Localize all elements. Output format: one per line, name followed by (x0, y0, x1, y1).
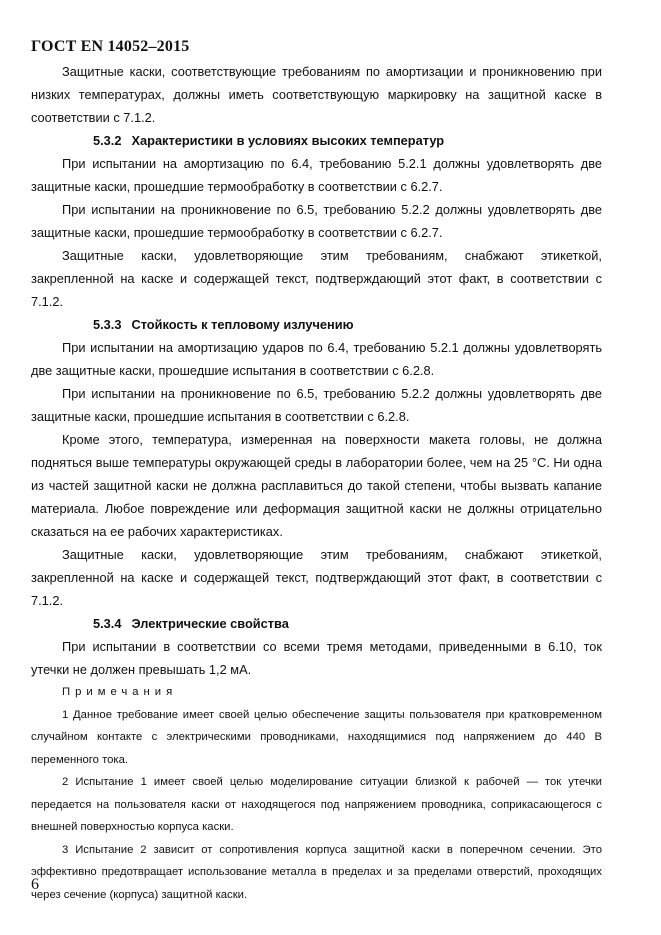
document-header: ГОСТ EN 14052–2015 (31, 38, 190, 55)
page-number: 6 (31, 876, 39, 893)
section-number: 5.3.3 (93, 317, 122, 332)
paragraph: Защитные каски, удовлетворяющие этим требованиям, снабжают этикеткой, закрепленной на каске и содержащей текст, подтверждающий этот факт, в соответствии с 7.1.2. (31, 547, 602, 608)
section-title: Электрические свойства (131, 616, 289, 631)
paragraph: При испытании на амортизацию ударов по 6.4, требованию 5.2.1 должны удовлетворять две защитные каски, прошедшие испытания в соответствии с 6.2.8. (31, 340, 602, 378)
notes-block (31, 681, 602, 906)
note-1: 1 Данное требование имеет своей целью обеспечение защиты пользователя при кратковременном случайном контакте с электрическими проводниками, находящимися под напряжением до 440 В переменного тока. (31, 708, 602, 766)
paragraph: При испытании на проникновение по 6.5, требованию 5.2.2 должны удовлетворять две защитные каски, прошедшие испытания в соответствии с 6.2.8. (31, 386, 602, 424)
paragraph: При испытании на проникновение по 6.5, требованию 5.2.2 должны удовлетворять две защитные каски, прошедшие термообработку в соответствии с 6.2.7. (31, 202, 602, 240)
notes-title: Примечания (62, 686, 178, 698)
section-title: Стойкость к тепловому излучению (131, 317, 354, 332)
section-heading-5-3-3 (31, 313, 602, 336)
section-number: 5.3.2 (93, 133, 122, 148)
document-body (31, 60, 602, 906)
note-2: 2 Испытание 1 имеет своей целью моделирование ситуации близкой к рабочей — ток утечки передается на пользователя каски от находящегося под напряжением проводника, соприкасающегося с внешней поверхностью корпуса каски. (31, 776, 602, 833)
paragraph: Защитные каски, удовлетворяющие этим требованиям, снабжают этикеткой, закрепленной на каске и содержащей текст, подтверждающий этот факт, в соответствии с 7.1.2. (31, 248, 602, 309)
note-3: 3 Испытание 2 зависит от сопротивления корпуса защитной каски в поперечном сечении. Это эффективно предотвращает использование металла в пределах и за пределами отверстий, проходящих через сечение (корпуса) защитной каски. (31, 843, 602, 901)
section-heading-5-3-4 (31, 612, 602, 635)
paragraph: При испытании на амортизацию по 6.4, требованию 5.2.1 должны удовлетворять две защитные каски, прошедшие термообработку в соответствии с 6.2.7. (31, 156, 602, 194)
paragraph: Кроме этого, температура, измеренная на поверхности макета головы, не должна подняться выше температуры окружающей среды в лаборатории более, чем на 25 °С. Ни одна из частей защитной каски не должна расплавиться до такой степени, чтобы вызвать капание материала. Любое повреждение или деформация защитной каски не должны отрицательно сказаться на ее рабочих характеристиках. (31, 432, 602, 539)
paragraph: Защитные каски, соответствующие требованиям по амортизации и проникновению при низких температурах, должны иметь соответствующую маркировку на защитной каске в соответствии с 7.1.2. (31, 64, 602, 125)
section-title: Характеристики в условиях высоких температур (131, 133, 445, 148)
section-number: 5.3.4 (93, 616, 122, 631)
paragraph: При испытании в соответствии со всеми тремя методами, приведенными в 6.10, ток утечки не должен превышать 1,2 мА. (31, 639, 602, 677)
section-heading-5-3-2 (31, 129, 602, 152)
